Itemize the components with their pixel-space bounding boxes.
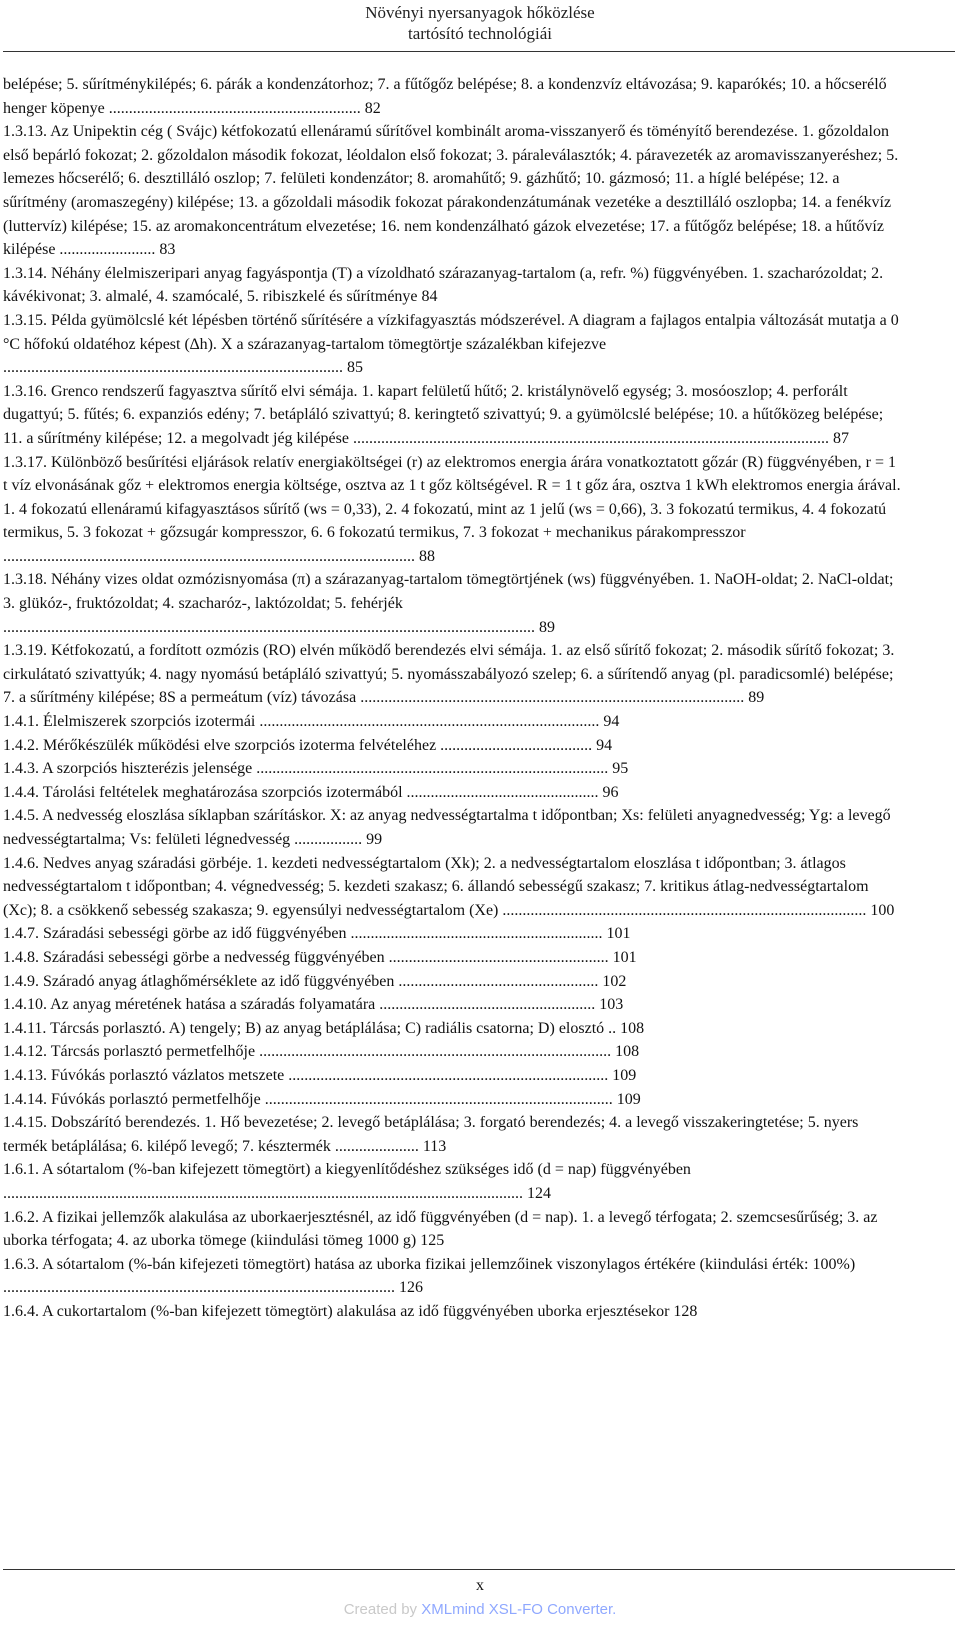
toc-entry[interactable]: 1.4.3. A szorpciós hiszterézis jelensége ........................................................................................ 95 <box>3 760 629 778</box>
toc-entry[interactable]: 1.4.8. Száradási sebességi görbe a nedvesség függvényében ....................................................... 101 <box>3 948 637 966</box>
header-title-line-2: tartósító technológiái <box>408 24 552 43</box>
toc-entry[interactable]: 1.6.3. A sótartalom (%-bán kifejezeti tömegtört) hatása az uborka fizikai jellemzőinek viszonylagos értékére (kiindulási érték: 100%) .................................................................................................. 126 <box>3 1255 856 1297</box>
toc-entry[interactable]: 1.4.10. Az anyag méretének hatása a száradás folyamatára ...................................................... 103 <box>3 996 624 1014</box>
list-of-figures <box>3 73 902 1323</box>
credit-prefix: Created by <box>343 1601 422 1618</box>
toc-entry[interactable]: 1.3.13. Az Unipektin cég ( Svájc) kétfokozatú ellenáramú sűrítővel kombinált aroma-visszanyerő és töményítő berendezése. 1. gőzoldalon első bepárló fokozat; 2. gőzoldalon második fokozat, léoldalon első fokozat; 3. páraleválasztók; 4. páravezeték az aromavisszanyeréshez; 5. lemezes hőcserélő; 6. desztilláló oszlop; 7. felületi kondenzátor; 8. aromahűtő; 9. gázhűtő; 10. gázmosó; 11. a híglé belépése; 12. a sűrítmény (aromaszegény) kilépése; 13. a gőzoldali második fokozat párakondenzátumának vezetéke a desztilláló oszlopba; 14. a fenékvíz (luttervíz) kilépése; 15. az aromakoncentrátum elvezetése; 16. nem kondenzálható gázok elvezetése; 17. a fűtőgőz belépése; 18. a hűtővíz kilépése ........................ 83 <box>3 123 899 259</box>
toc-entry[interactable]: belépése; 5. sűrítménykilépés; 6. párák a kondenzátorhoz; 7. a fűtőgőz belépése; 8. a kondenzvíz eltávozása; 9. kaparókés; 10. a hőcserélő henger köpenye ............................................................... 82 <box>3 76 887 117</box>
credit-brand-link[interactable]: XMLmind XSL-FO Converter. <box>421 1601 617 1618</box>
converter-credit <box>0 1601 960 1618</box>
toc-entry[interactable]: 1.4.4. Tárolási feltételek meghatározása szorpciós izotermából ................................................ 96 <box>3 783 619 801</box>
header-title-line-1: Növényi nyersanyagok hőközlése <box>365 3 595 22</box>
footer-rule <box>3 1569 955 1570</box>
toc-entry[interactable]: 1.3.19. Kétfokozatú, a fordított ozmózis (RO) elvén működő berendezés elvi sémája. 1. az első sűrítő fokozat; 2. második sűrítő fokozat; 3. cirkulátató szivattyúk; 4. nagy nyomású betápláló szivattyú; 5. nyomásszabályozó szelep; 6. a sűrítendő anyag (pl. paradicsomlé) belépése; 7. a sűrítmény kilépése; 8S a permeátum (víz) távozása ................................................................................................ 89 <box>3 642 895 707</box>
running-header <box>0 2 960 44</box>
toc-entry[interactable]: 1.6.4. A cukortartalom (%-ban kifejezett tömegtört) alakulása az idő függvényében uborka erjesztésekor 128 <box>3 1302 698 1320</box>
header-rule <box>3 51 955 52</box>
toc-entry[interactable]: 1.4.5. A nedvesség eloszlása síklapban szárításkor. X: az anyag nedvességtartalma t időpontban; Xs: felületi anyagnedvesség; Yg: a levegő nedvességtartalma; Vs: felületi légnedvesség ................. 99 <box>3 807 891 848</box>
toc-entry[interactable]: 1.3.14. Néhány élelmiszeripari anyag fagyáspontja (T) a vízoldható szárazanyag-tartalom (a, refr. %) függvényében. 1. szacharózoldat; 2. kávékivonat; 3. almalé, 4. szamócalé, 5. ribiszkelé és sűrítménye 84 <box>3 264 884 306</box>
toc-entry[interactable]: 1.4.1. Élelmiszerek szorpciós izotermái ..................................................................................... 94 <box>3 713 620 731</box>
toc-entry[interactable]: 1.4.12. Tárcsás porlasztó permetfelhője ........................................................................................ 108 <box>3 1043 640 1061</box>
toc-entry[interactable]: 1.3.16. Grenco rendszerű fagyasztva sűrítő elvi sémája. 1. kapart felületű hűtő; 2. kristálynövelő egység; 3. mosóoszlop; 4. perforált dugattyú; 5. fűtés; 6. expanziós edény; 7. betápláló szivattyú; 8. keringtető szivattyú; 9. a gyümölcslé belépése; 10. a hűtőközeg belépése; 11. a sűrítmény kilépése; 12. a megolvadt jég kilépése ....................................................................................................................... 87 <box>3 382 884 447</box>
toc-entry[interactable]: 1.3.18. Néhány vizes oldat ozmózisnyomása (π) a szárazanyag-tartalom tömegtörtjének (ws) függvényében. 1. NaOH-oldat; 2. NaCl-oldat; 3. glükóz-, fruktózoldat; 4. szacharóz-, laktózoldat; 5. fehérjék ..................................................................................................................................... 89 <box>3 571 894 636</box>
toc-entry[interactable]: 1.4.9. Száradó anyag átlaghőmérséklete az idő függvényében .................................................. 102 <box>3 972 627 990</box>
toc-entry[interactable]: 1.4.2. Mérőkészülék működési elve szorpciós izoterma felvételéhez ...................................... 94 <box>3 736 613 754</box>
toc-entry[interactable]: 1.4.15. Dobszárító berendezés. 1. Hő bevezetése; 2. levegő betáplálása; 3. forgató berendezés; 4. a levegő visszakeringtetése; 5. nyers termék betáplálása; 6. kilépő levegő; 7. késztermék ..................... 113 <box>3 1114 859 1155</box>
toc-entry[interactable]: 1.4.11. Tárcsás porlasztó. A) tengely; B) az anyag betáplálása; C) radiális csatorna; D) elosztó .. 108 <box>3 1019 645 1037</box>
toc-entry[interactable]: 1.4.13. Fúvókás porlasztó vázlatos metszete ................................................................................ 109 <box>3 1066 637 1084</box>
toc-entry[interactable]: 1.4.6. Nedves anyag száradási görbéje. 1. kezdeti nedvességtartalom (Xk); 2. a nedvességtartalom eloszlása t időpontban; 3. átlagos nedvességtartalom t időpontban; 4. végnedvesség; 5. kezdeti szakasz; 6. állandó sebességű szakasz; 7. kritikus átlag-nedvességtartalom (Xc); 8. a csökkenő sebesség szakasza; 9. egyensúlyi nedvességtartalom (Xe) ........................................................................................... 100 <box>3 854 895 919</box>
toc-entry[interactable]: 1.3.17. Különböző besűrítési eljárások relatív energiaköltségei (r) az elektromos energia árára vonatkoztatott gőzár (R) függvényében, r = 1 t víz elvonásának gőz + elektromos energia költsége, osztva az 1 t gőz költségével. R = 1 t gőz ára, osztva 1 kWh elektromos energia árával. 1. 4 fokozatú ellenáramú kifagyasztásos sűrítő (ws = 0,33), 2. 4 fokozatú, mint az 1 jelű (ws = 0,66), 3. 3 fokozatú termikus, 4. 4 fokozatú termikus, 5. 3 fokozat + gőzsugár kompresszor, 6. 6 fokozatú termikus, 7. 3 fokozat + mechanikus párakompresszor ....................................................................................................... 88 <box>3 453 901 565</box>
page-number: x <box>476 1577 484 1594</box>
toc-entry[interactable]: 1.3.15. Példa gyümölcslé két lépésben történő sűrítésére a vízkifagyasztás módszerével. A diagram a fajlagos entalpia változását mutatja a 0 °C hőfokú oldatéhoz képest (∆h). X a szárazanyag-tartalom tömegtörtje százalékban kifejezve ..................................................................................... 85 <box>3 311 899 377</box>
toc-entry[interactable]: 1.6.1. A sótartalom (%-ban kifejezett tömegtört) a kiegyenlítődéshez szükséges idő (d = nap) függvényében .................................................................................................................................. 124 <box>3 1161 691 1202</box>
toc-entry[interactable]: 1.4.14. Fúvókás porlasztó permetfelhője ....................................................................................... 109 <box>3 1090 641 1108</box>
toc-entry[interactable]: 1.6.2. A fizikai jellemzők alakulása az uborkaerjesztésnél, az idő függvényében (d = nap). 1. a levegő térfogata; 2. szemcsesűrűség; 3. az uborka térfogata; 4. az uborka tömege (kiindulási tömeg 1000 g) 125 <box>3 1208 878 1250</box>
toc-entry[interactable]: 1.4.7. Száradási sebességi görbe az idő függvényében ............................................................... 101 <box>3 925 631 943</box>
